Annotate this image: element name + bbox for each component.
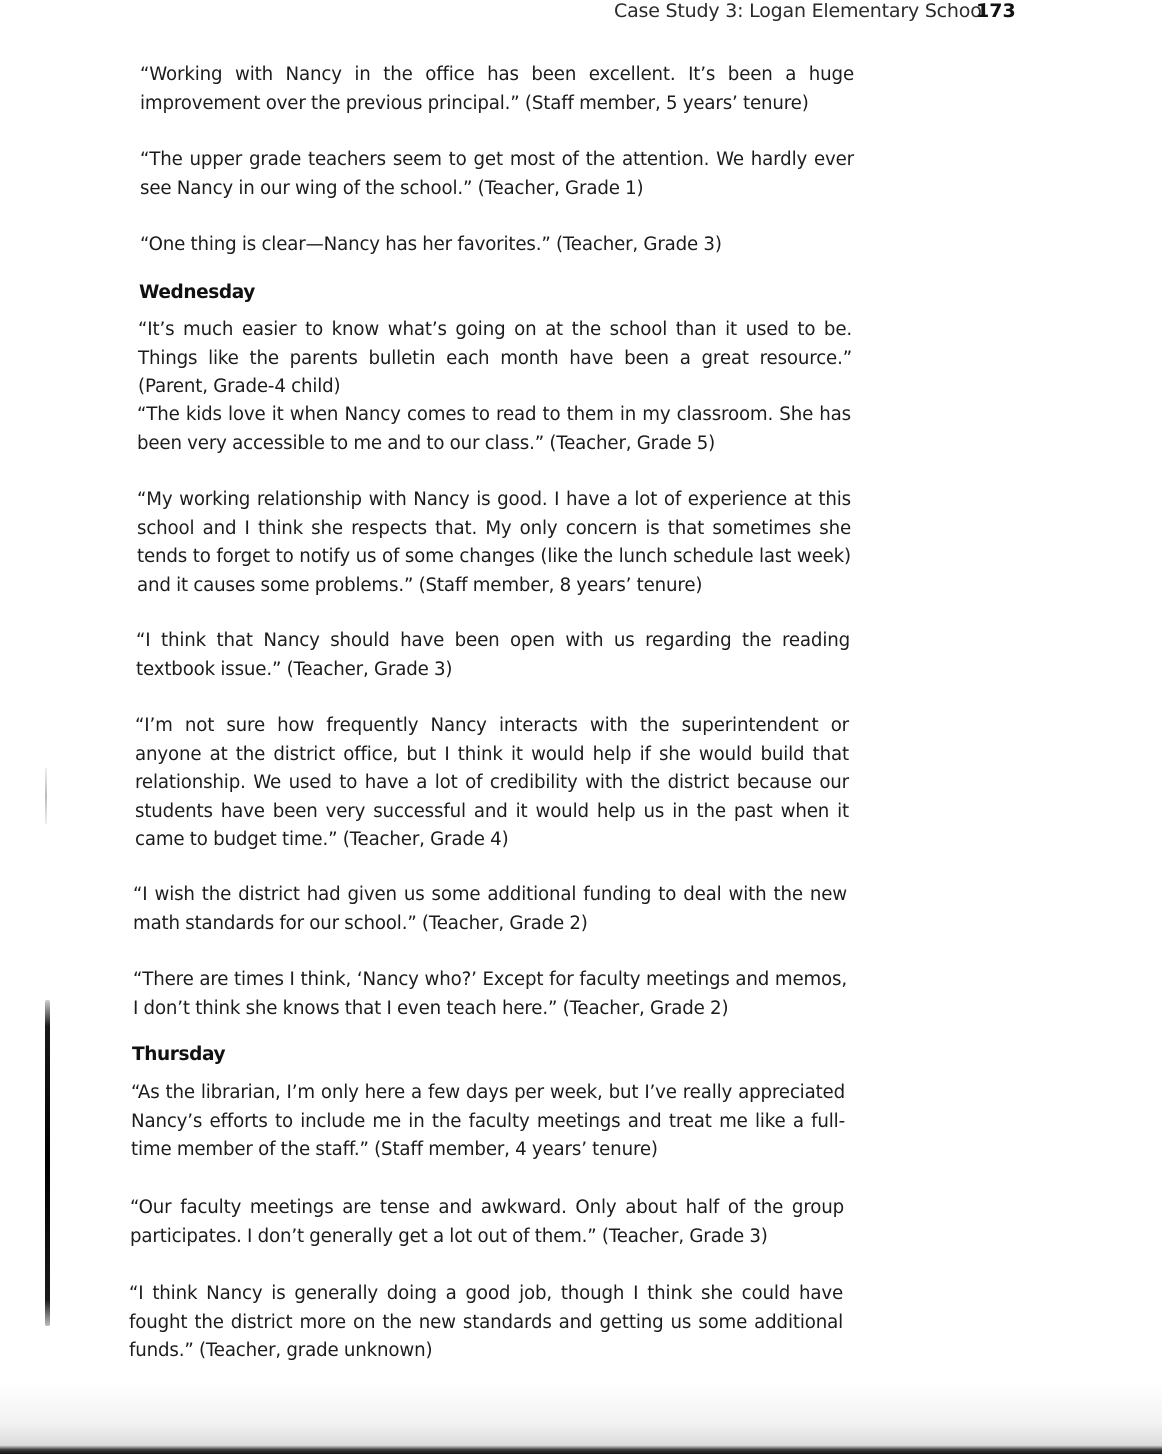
quote-parents-bulletin: “It’s much easier to know what’s going on at the school than it used to be. Things like the parents bulletin each month have been a great resource.” (Parent, Grade-4 child) xyxy=(138,319,852,397)
quote-fought-district: “I think Nancy is generally doing a good job, though I think she could have fought the district more on the new standards and getting us some additional funds.” (Teacher, grade unknown) xyxy=(129,1283,843,1361)
quote-office-staff: “Working with Nancy in the office has been excellent. It’s been a huge improvement over the previous principal.” (Staff member, 5 years’ tenure) xyxy=(140,64,854,114)
page-bottom-shadow xyxy=(0,1382,1162,1454)
page-number: 173 xyxy=(976,0,1016,22)
quote-kids-reading: “The kids love it when Nancy comes to read to them in my classroom. She has been very accessible to me and to our class.” (Teacher, Grade 5) xyxy=(137,404,851,454)
running-head-title: Case Study 3: Logan Elementary School xyxy=(614,0,987,22)
heading-wednesday: Wednesday xyxy=(139,282,255,303)
quote-librarian: “As the librarian, I’m only here a few days per week, but I’ve really appreciated Nancy’s efforts to include me in the faculty meetings and treat me like a full-time member of the staff.” (Staff member, 4 years’ tenure) xyxy=(131,1082,845,1160)
quote-faculty-meetings: “Our faculty meetings are tense and awkward. Only about half of the group participates. I don’t generally get a lot out of them.” (Teacher, Grade 3) xyxy=(130,1197,844,1247)
quote-upper-grade: “The upper grade teachers seem to get most of the attention. We hardly ever see Nancy in our wing of the school.” (Teacher, Grade 1) xyxy=(140,149,854,199)
scan-speck-mark xyxy=(45,768,47,824)
quote-math-funding: “I wish the district had given us some additional funding to deal with the new math standards for our school.” (Teacher, Grade 2) xyxy=(133,884,847,934)
heading-thursday: Thursday xyxy=(132,1044,226,1065)
quote-district-office: “I’m not sure how frequently Nancy interacts with the superintendent or anyone at the district office, but I think it would help if she would build that relationship. We used to have a lot of credibility with the district because our students have been very successful and it would help us in the past when it came to budget time.” (Teacher, Grade 4) xyxy=(135,715,849,850)
quote-nancy-who: “There are times I think, ‘Nancy who?’ Except for faculty meetings and memos, I don’t think she knows that I even teach here.” (Teacher, Grade 2) xyxy=(133,969,847,1019)
quote-favorites: “One thing is clear—Nancy has her favorites.” (Teacher, Grade 3) xyxy=(140,234,722,255)
scan-binding-shadow xyxy=(45,1000,50,1326)
quote-working-relationship: “My working relationship with Nancy is good. I have a lot of experience at this school and I think she respects that. My only concern is that sometimes she tends to forget to notify us of some changes (like the lunch schedule last week) and it causes some problems.” (Staff member, 8 years’ tenure) xyxy=(137,489,851,596)
quote-reading-textbook: “I think that Nancy should have been open with us regarding the reading textbook issue.” (Teacher, Grade 3) xyxy=(136,630,850,680)
